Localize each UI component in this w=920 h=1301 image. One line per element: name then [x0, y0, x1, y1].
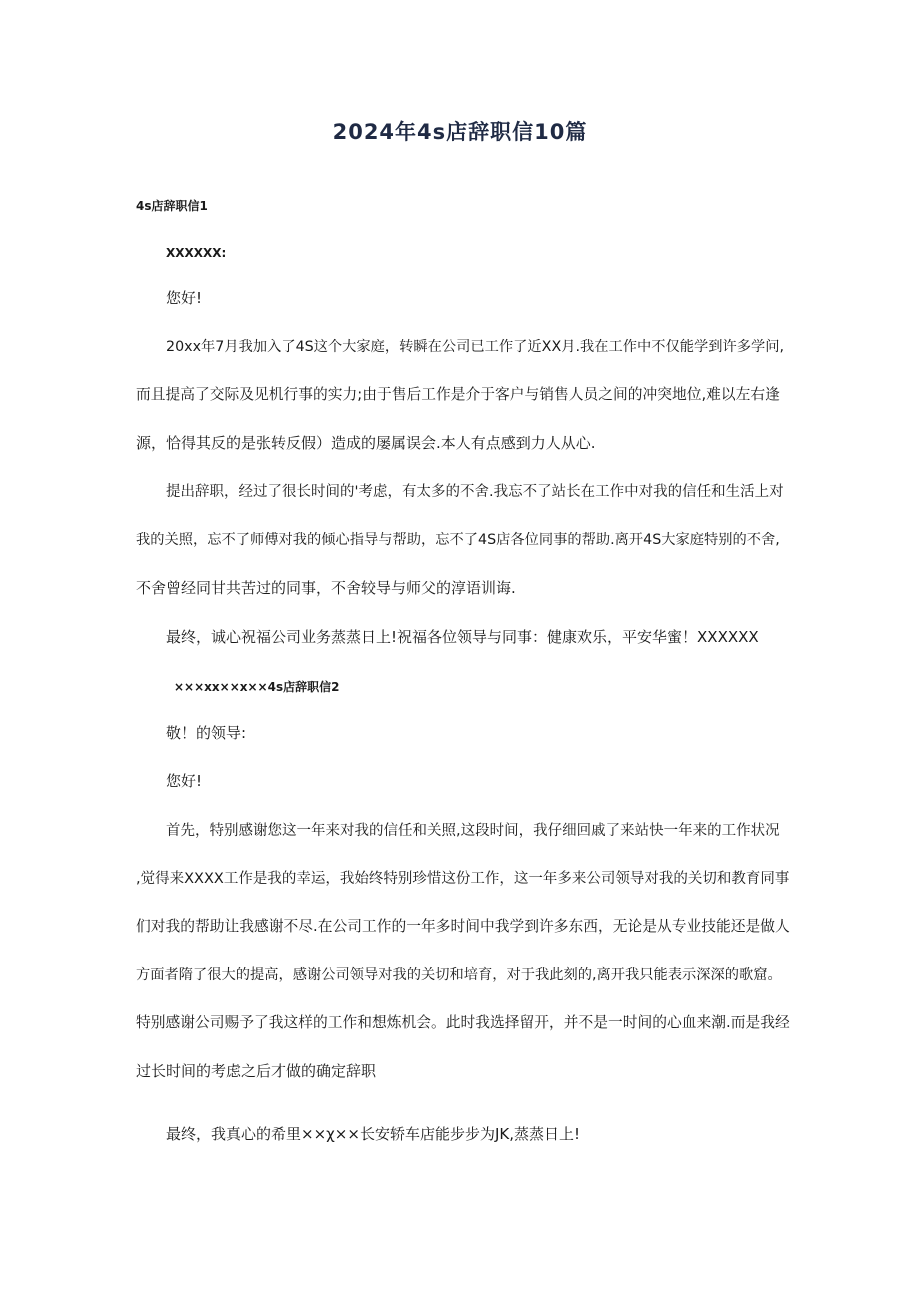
letter1-para2-line3: 不舍曾经同甘共苦过的同事，不舍较导与师父的淳语训诲.: [136, 579, 516, 597]
letter1-greeting: 您好!: [166, 289, 203, 307]
letter1-para2-line2: 我的关照，忘不了师傅对我的倾心指导与帮助，忘不了4S店各位同事的帮助.离开4S大家庭特别的不舍,: [136, 532, 780, 548]
letter2-para1-line2: ,觉得来XXXX工作是我的幸运，我始终特别珍惜这份工作，这一年多来公司领导对我的关切和教育同事: [136, 871, 790, 887]
letter1-para1-line1: 20xx年7月我加入了4S这个大家庭，转瞬在公司已工作了近XX月.我在工作中不仅能学到许多学问,: [166, 339, 785, 355]
letter1-closing: 最终，诚心祝福公司业务蒸蒸日上!祝福各位领导与同事：健康欢乐，平安华蜜！XXXXXX: [166, 628, 759, 646]
letter2-closing: 最终，我真心的希里××χ××长安轿车店能步步为JK,蒸蒸日上!: [166, 1125, 580, 1143]
letter2-para1-line5: 特别感谢公司赐予了我这样的工作和想炼机会。此时我选择留开，并不是一时间的心血来潮.而是我经: [136, 1014, 790, 1031]
letter2-para1-line1: 首先，特别感谢您这一年来对我的信任和关照,这段时间，我仔细回戚了来站快一年来的工作状况: [166, 823, 780, 839]
letter2-heading: ×××xx××x××4s店辞职信2: [174, 680, 340, 694]
letter1-recipient: XXXXXX:: [166, 246, 227, 260]
letter1-heading: 4s店辞职信1: [136, 199, 208, 213]
letter1-para1-line2: 而且提高了交际及见机行事的实力;由于售后工作是介于客户与销售人员之间的冲突地位,难以左右逢: [136, 386, 780, 403]
letter1-para1-line3: 源，恰得其反的是张转反假）造成的屡属误会.本人有点感到力人从心.: [136, 434, 596, 452]
letter2-para1-line3: 们对我的帮助让我感谢不尽.在公司工作的一年多时间中我学到许多东西，无论是从专业技能还是做人: [136, 918, 790, 935]
letter2-para1-line6: 过长时间的考虑之后才做的确定辞职: [136, 1062, 377, 1080]
letter2-greeting: 您好!: [166, 772, 203, 790]
letter1-para2-line1: 提出辞职，经过了很长时间的'考虑，有太多的不舍.我忘不了站长在工作中对我的信任和生活上对: [166, 484, 784, 500]
letter2-recipient: 敬！的领导:: [166, 724, 247, 742]
document-title: 2024年4s店辞职信10篇: [332, 120, 588, 144]
letter2-para1-line4: 方面者隋了很大的提高，感谢公司领导对我的关切和培育，对于我此刻的,离开我只能表示深深的歌窟。: [136, 967, 782, 983]
